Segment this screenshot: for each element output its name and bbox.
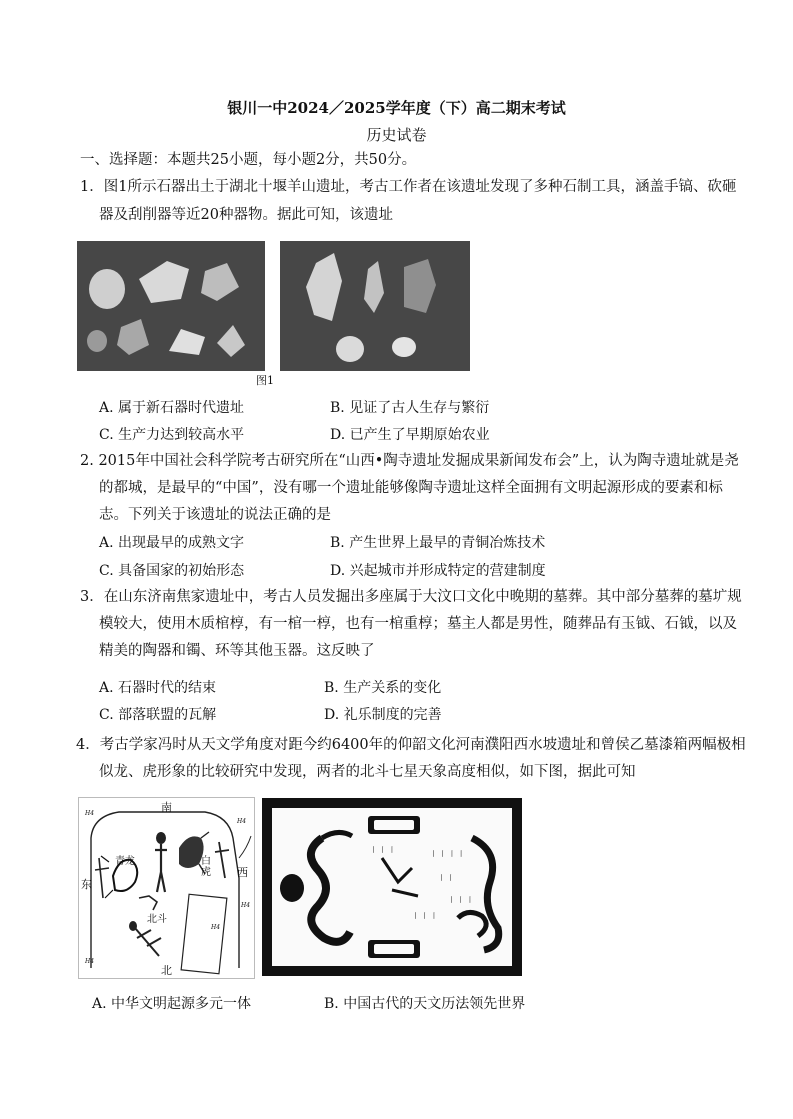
- question-3-line-2: 模较大，使用木质棺椁，有一棺一椁，也有一棺重椁；墓主人都是男性，随葬品有玉钺、石钺，以及: [99, 616, 737, 632]
- label-south: 南: [161, 801, 172, 814]
- exam-title: 银川一中2024／2025学年度（下）高二期末考试: [227, 99, 566, 117]
- q2-option-d[interactable]: D. 兴起城市并形成特定的营建制度: [330, 563, 546, 579]
- label-white-tiger: 白虎: [201, 856, 211, 878]
- q2-option-c[interactable]: C. 具备国家的初始形态: [99, 563, 245, 579]
- q2-option-b[interactable]: B. 产生世界上最早的青铜冶炼技术: [330, 535, 546, 551]
- q3-option-c[interactable]: C. 部落联盟的瓦解: [99, 707, 217, 723]
- q1-option-d[interactable]: D. 已产生了早期原始农业: [330, 427, 490, 443]
- q3-option-b[interactable]: B. 生产关系的变化: [324, 680, 442, 696]
- label-h4-1: H4: [85, 810, 95, 817]
- label-h4-3: H4: [241, 902, 251, 909]
- label-h4-5: H4: [85, 958, 95, 965]
- question-2-line-2: 的都城，是最早的“中国”，没有哪一个遗址能够像陶寺遗址这样全面拥有文明起源形成的要素和标: [99, 480, 723, 496]
- svg-text:丨 丨 丨: 丨 丨 丨: [412, 912, 438, 920]
- question-4-line-2: 似龙、虎形象的比较研究中发现，两者的北斗七星天象高度相似，如下图，据此可知: [99, 764, 636, 780]
- lacquer-box-lid-image: [262, 798, 522, 976]
- stone-tools-photo-left: [77, 241, 265, 371]
- svg-text:丨 丨 丨: 丨 丨 丨: [370, 846, 396, 854]
- label-h4-4: H4: [211, 924, 221, 931]
- exam-subtitle: 历史试卷: [366, 126, 427, 144]
- question-1-line-1: 1．图1所示石器出土于湖北十堰羊山遗址，考古工作者在该遗址发现了多种石制工具，涵盖手镐、砍砸: [80, 179, 737, 195]
- label-north: 北: [161, 964, 172, 977]
- question-3-line-3: 精美的陶器和镯、环等其他玉器。这反映了: [99, 643, 375, 659]
- label-east: 东: [81, 878, 92, 891]
- xishuipo-tomb-diagram: [78, 797, 255, 979]
- question-2-line-3: 志。下列关于该遗址的说法正确的是: [99, 507, 331, 523]
- q1-option-b[interactable]: B. 见证了古人生存与繁衍: [330, 400, 490, 416]
- q3-option-d[interactable]: D. 礼乐制度的完善: [324, 707, 442, 723]
- label-big-dipper: 北斗: [147, 914, 167, 925]
- label-h4-2: H4: [237, 818, 247, 825]
- svg-text:丨 丨: 丨 丨: [438, 874, 455, 882]
- q2-option-a[interactable]: A. 出现最早的成熟文字: [99, 535, 245, 551]
- stone-tools-photo-right: [280, 241, 470, 371]
- label-west: 西: [237, 866, 248, 879]
- question-2-line-1: 2. 2015年中国社会科学院考古研究所在“山西•陶寺遗址发掘成果新闻发布会”上，认为陶寺遗址就是尧: [80, 453, 739, 469]
- label-azure-dragon: 青龙: [115, 856, 135, 867]
- section-heading: 一、选择题：本题共25小题，每小题2分，共50分。: [80, 152, 417, 168]
- q4-option-a[interactable]: A. 中华文明起源多元一体: [92, 996, 252, 1012]
- q1-option-c[interactable]: C. 生产力达到较高水平: [99, 427, 245, 443]
- q4-option-b[interactable]: B. 中国古代的天文历法领先世界: [324, 996, 526, 1012]
- q1-option-a[interactable]: A. 属于新石器时代遗址: [99, 400, 245, 416]
- q3-option-a[interactable]: A. 石器时代的结束: [99, 680, 217, 696]
- figure-1-caption: 图1: [256, 374, 274, 387]
- svg-text:丨 丨 丨 丨: 丨 丨 丨 丨: [430, 850, 465, 858]
- question-1-line-2: 器及刮削器等近20种器物。据此可知，该遗址: [99, 207, 393, 223]
- question-4-line-1: 4．考古学家冯时从天文学角度对距今约6400年的仰韶文化河南濮阳西水坡遗址和曾侯乙墓漆箱两幅极相: [76, 737, 746, 753]
- question-3-line-1: 3．在山东济南焦家遗址中，考古人员发掘出多座属于大汶口文化中晚期的墓葬。其中部分墓葬的墓圹规: [80, 589, 742, 605]
- svg-text:丨 丨 丨: 丨 丨 丨: [448, 896, 474, 904]
